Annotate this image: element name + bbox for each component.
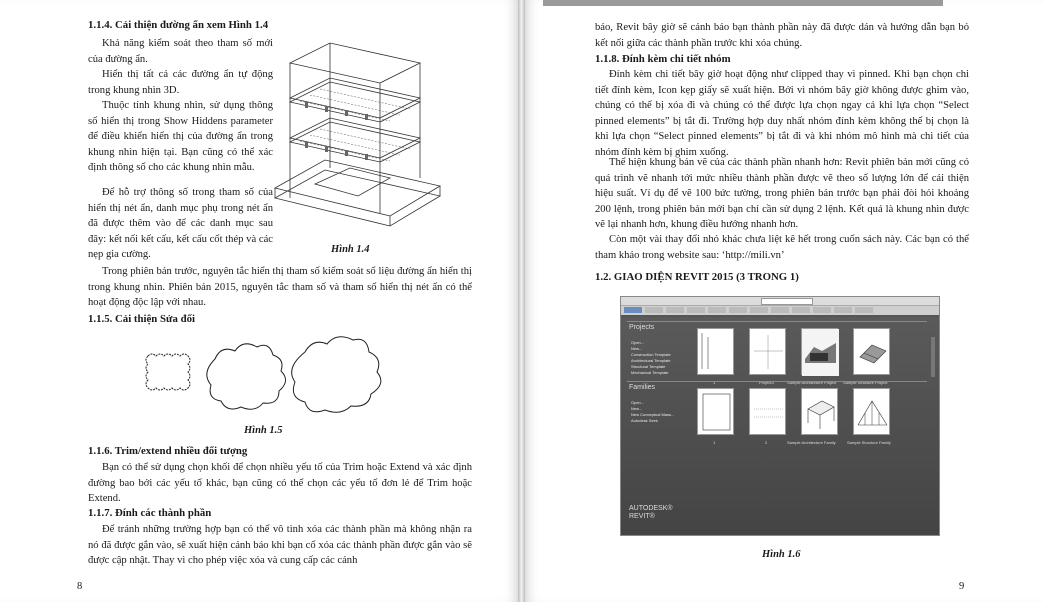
heading-1-1-6: 1.1.6. Trim/extend nhiều đối tượng (88, 445, 248, 457)
revit-search-box (761, 298, 813, 305)
families-item: New Conceptual Mass... (631, 412, 675, 417)
families-panel (627, 381, 927, 459)
project-thumbnail (749, 328, 786, 375)
projects-item: Architectural Template (631, 358, 671, 363)
autodesk-revit-logo (629, 505, 673, 521)
scrollbar (931, 337, 935, 377)
family-thumbnail (801, 388, 838, 435)
ribbon-tab (624, 307, 642, 313)
figure-1-6-revit-screenshot (620, 296, 940, 536)
right-page (525, 0, 1043, 602)
paragraph: Thể hiện khung bản vẽ của các thành phần nhanh hơn: Revit phiên bản mới cũng có quá trình vẽ nhanh tới mức nhiều thành phần được vẽ theo số lượng lớn để cải thiện hiệu suất. Ví dụ để vẽ 100 bức tường, trong phiên bản trước bạn phải đòi hỏi khoảng 200 lệnh, trong phiên bản mới bạn chỉ cần sử dụng 2 lệnh. Kết quả là khung nhìn được vẽ lại nhanh hơn, khung điều hướng nhanh hơn. (595, 157, 969, 231)
paragraph: Để tránh những trường hợp bạn có thể vô tình xóa các thành phần mà không nhận ra nó đã được gắn vào, sẽ xuất hiện cảnh báo khi bạn cố xóa các thành phần được gắn vào sẽ được cập nhật. Thay vì cho phép việc xóa và cung cấp các cảnh (88, 524, 472, 567)
project-label: Sample Architecture Project (787, 380, 837, 385)
project-thumbnail (801, 328, 838, 375)
ribbon-tab (708, 307, 726, 313)
paragraph: Thuộc tính khung nhìn, sử dụng thông số hiển thị trong Show Hiddens parameter để điều khiển hiển thị của đường ẩn trong khung nhìn hiện tại. Bạn cũng có thể xác định thông số cho các khung nhìn mẫu. (88, 100, 273, 174)
heading-1-1-5: 1.1.5. Cải thiện Sửa đổi (88, 313, 195, 325)
ribbon-tab (666, 307, 684, 313)
paragraph: Trong phiên bản trước, nguyên tắc hiển thị tham số kiểm soát số liệu đường ẩn hiển thị trong khung nhìn. Phiên bản 2015, nguyên tắc tham số và tham số hiển thị nét ẩn có thể hoạt động độc lập với nhau. (88, 266, 472, 309)
family-thumbnail (749, 388, 786, 435)
ribbon-tab (834, 307, 852, 313)
projects-item: Mechanical Template (631, 370, 669, 375)
paragraph: Bạn có thể sử dụng chọn khối để chọn nhiều yếu tố của Trim hoặc Extend và xác định đường bao bởi các yếu tố khác, bạn cũng có thể chọn các yếu tố đơn lẻ để Trim hoặc Extend. (88, 462, 472, 505)
family-thumbnail (697, 388, 734, 435)
figure-caption: Hình 1.6 (762, 549, 801, 560)
ribbon-tab (645, 307, 663, 313)
family-label: 1 (713, 440, 716, 445)
paragraph: Khả năng kiểm soát theo tham số mới của đường ẩn. (88, 38, 273, 65)
left-page (0, 0, 518, 602)
top-edge-bar (543, 0, 943, 6)
figure-1-4-shelf-drawing (270, 38, 450, 233)
paragraph: báo, Revit bây giờ sẽ cảnh báo bạn thành phần này đã được dán và hướng dẫn bạn bỏ kết nối giữa các thành phần trước khi xóa chúng. (595, 22, 969, 49)
paragraph: Còn một vài thay đổi nhỏ khác chưa liệt kê hết trong cuốn sách này. Các bạn có thể tham khảo trong website sau: ‘http://mili.vn’ (595, 234, 969, 261)
book-gutter (518, 0, 525, 602)
family-thumbnail (853, 388, 890, 435)
ribbon-tab (729, 307, 747, 313)
page-number: 9 (959, 581, 965, 592)
family-label: Sample Structure Family (847, 440, 891, 445)
ribbon-tab (792, 307, 810, 313)
family-label: Sample Architecture Family (787, 440, 836, 445)
heading-1-2: 1.2. GIAO DIỆN REVIT 2015 (3 TRONG 1) (595, 271, 799, 283)
project-label: Sample Structure Project (843, 380, 888, 385)
heading-1-1-7: 1.1.7. Đính các thành phần (88, 507, 212, 519)
families-item: New... (631, 406, 643, 411)
projects-item: New... (631, 346, 643, 351)
logo-line: AUTODESK® (629, 505, 673, 512)
paragraph: Để hỗ trợ thông số trong tham số của hiển thị nét ẩn, danh mục phụ trong nét ẩn đã được thêm vào để các danh mục sau đây: kết nối kết cấu, kết cấu cốt thép và các nẹp gia cường. (88, 187, 273, 261)
ribbon-tab (813, 307, 831, 313)
families-item: Open... (631, 400, 645, 405)
heading-1-1-8: 1.1.8. Đính kèm chi tiết nhóm (595, 53, 731, 65)
project-thumbnail (697, 328, 734, 375)
figure-1-5-revision-clouds (140, 334, 390, 419)
projects-item: Structural Template (631, 364, 666, 369)
revit-title-bar (621, 297, 939, 306)
project-thumbnail (853, 328, 890, 375)
families-item: Autodesk Seek (631, 418, 658, 423)
ribbon-tab (687, 307, 705, 313)
paragraph: Hiển thị tất cả các đường ẩn tự động trong khung nhìn 3D. (88, 69, 273, 96)
projects-item: Open... (631, 340, 645, 345)
projects-title: Projects (629, 324, 655, 331)
families-title: Families (629, 384, 656, 391)
figure-caption: Hình 1.4 (331, 244, 370, 255)
logo-line: REVIT® (629, 513, 655, 520)
page-number: 8 (77, 581, 83, 592)
paragraph: Đính kèm chi tiết bây giờ hoạt động như clipped thay vì pinned. Khi bạn chọn chi tiết đính kèm, Icon kẹp giấy sẽ xuất hiện. Bởi vì nhóm bây giờ không được ghim vào, chúng có thể bị xóa đi và chúng có thể được lựa chọn ngay cả khi lựa chọn “Select pinned elements” bị tắt đi. Trường hợp duy nhất nhóm đính kèm không thể bị chọn là khi lựa chọn “Select pinned elements” bị tắt đi và khi nhóm mô hình mà chi tiết của nhóm đính kèm bị ghim xuống. (595, 69, 969, 158)
heading-1-1-4: 1.1.4. Cải thiện đường ẩn xem Hình 1.4 (88, 19, 269, 31)
ribbon-tab (771, 307, 789, 313)
project-label: 1 (713, 380, 716, 385)
family-label: 2 (765, 440, 768, 445)
project-label: Project3 (759, 380, 774, 385)
projects-item: Construction Template (631, 352, 671, 357)
ribbon-tab (750, 307, 768, 313)
ribbon-tab (855, 307, 873, 313)
revit-ribbon-tabs (621, 306, 939, 315)
figure-caption: Hình 1.5 (244, 425, 283, 436)
revit-recent-files (621, 317, 939, 535)
